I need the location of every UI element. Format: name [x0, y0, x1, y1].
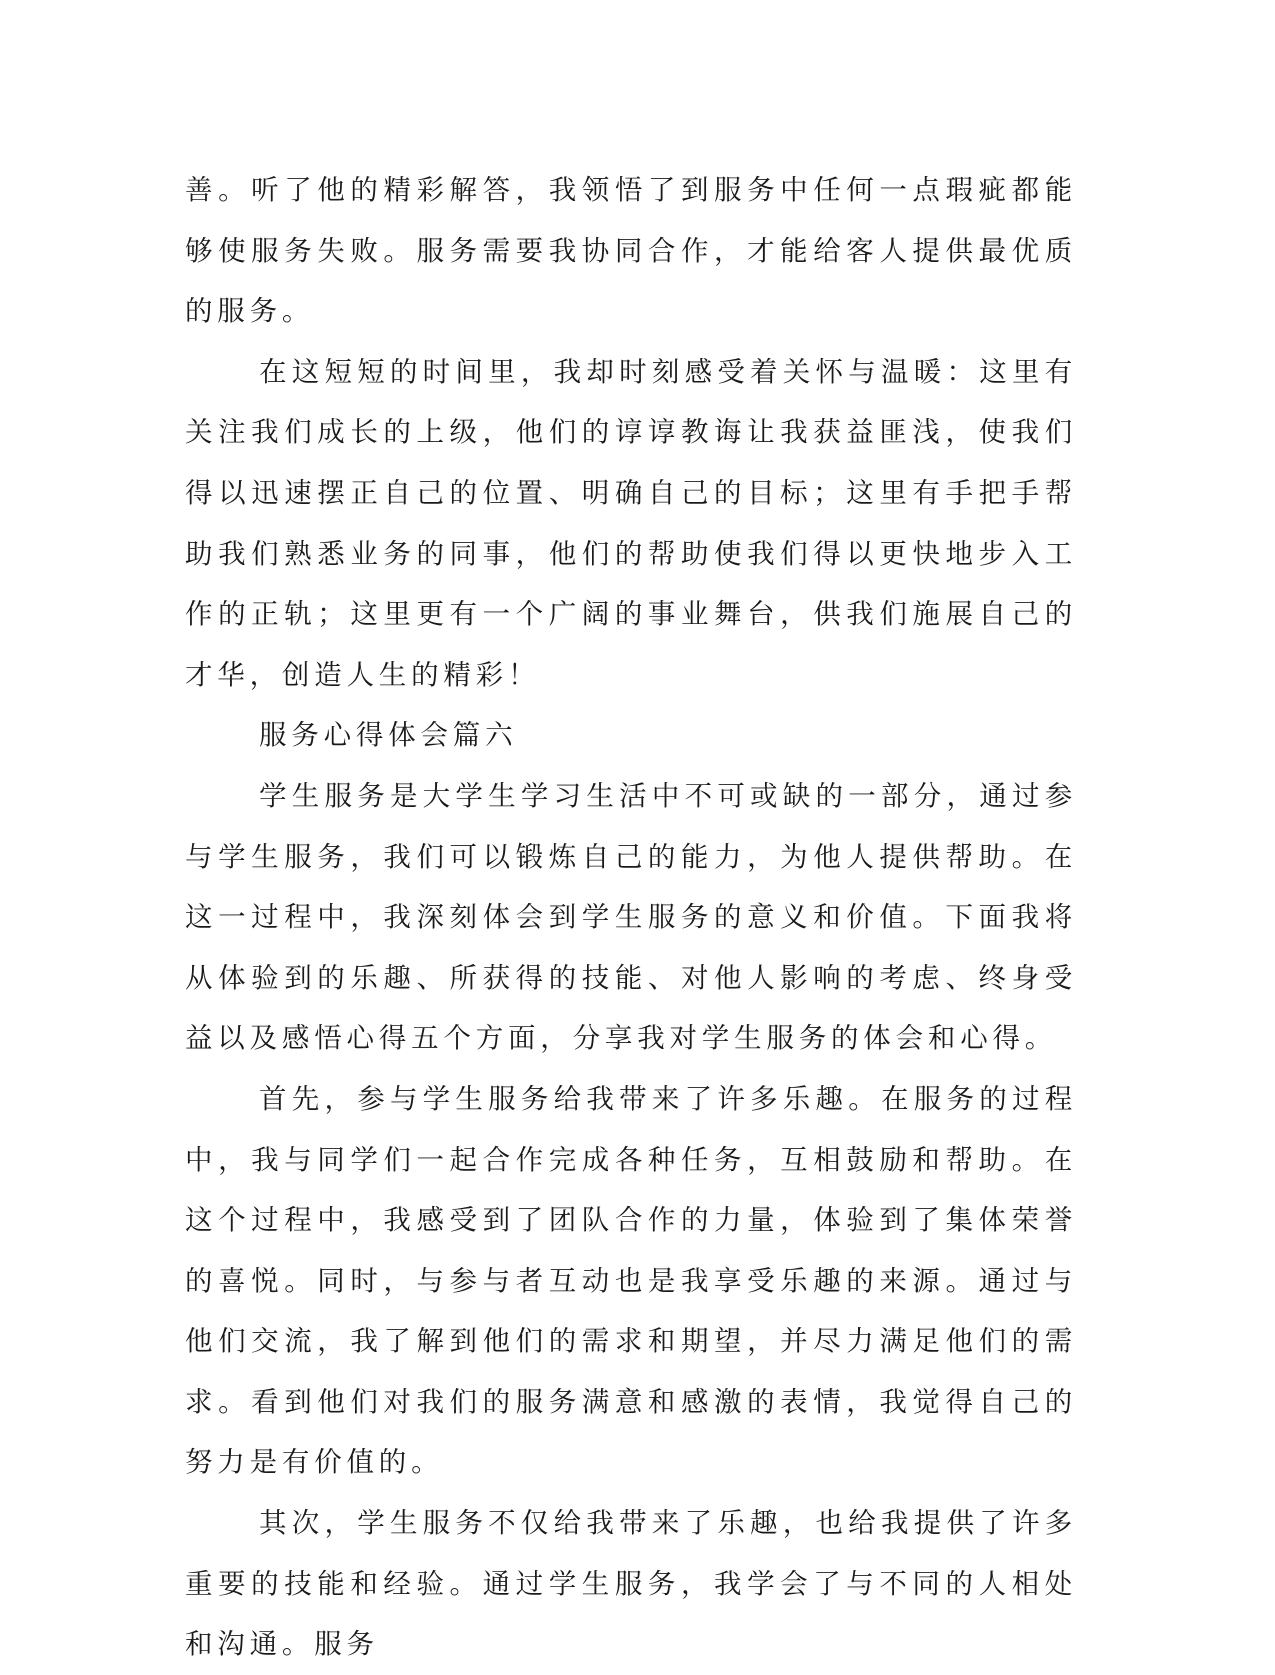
- paragraph-second-point: 其次，学生服务不仅给我带来了乐趣，也给我提供了许多重要的技能和经验。通过学生服务，我学会了与不同的人相处和沟通。服务: [185, 1507, 1077, 1661]
- paragraph-student-service-intro: 学生服务是大学生学习生活中不可或缺的一部分，通过参与学生服务，我们可以锻炼自己的能力，为他人提供帮助。在这一过程中，我深刻体会到学生服务的意义和价值。下面我将从体验到的乐趣、所获得的技能、对他人影响的考虑、终身受益以及感悟心得五个方面，分享我对学生服务的体会和心得。: [185, 779, 1077, 1055]
- document-body: [185, 160, 1077, 1675]
- section-heading: 服务心得体会篇六: [259, 719, 518, 752]
- paragraph-first-point: 首先，参与学生服务给我带来了许多乐趣。在服务的过程中，我与同学们一起合作完成各种任务，互相鼓励和帮助。在这个过程中，我感受到了团队合作的力量，体验到了集体荣誉的喜悦。同时，与参与者互动也是我享受乐趣的来源。通过与他们交流，我了解到他们的需求和期望，并尽力满足他们的需求。看到他们对我们的服务满意和感激的表情，我觉得自己的努力是有价值的。: [185, 1082, 1077, 1479]
- paragraph-care-and-warmth: 在这短短的时间里，我却时刻感受着关怀与温暖：这里有关注我们成长的上级，他们的谆谆教诲让我获益匪浅，使我们得以迅速摆正自己的位置、明确自己的目标；这里有手把手帮助我们熟悉业务的同事，他们的帮助使我们得以更快地步入工作的正轨；这里更有一个广阔的事业舞台，供我们施展自己的才华，创造人生的精彩！: [185, 355, 1077, 691]
- paragraph-continuation: 善。听了他的精彩解答，我领悟了到服务中任何一点瑕疵都能够使服务失败。服务需要我协同合作，才能给客人提供最优质的服务。: [185, 174, 1077, 328]
